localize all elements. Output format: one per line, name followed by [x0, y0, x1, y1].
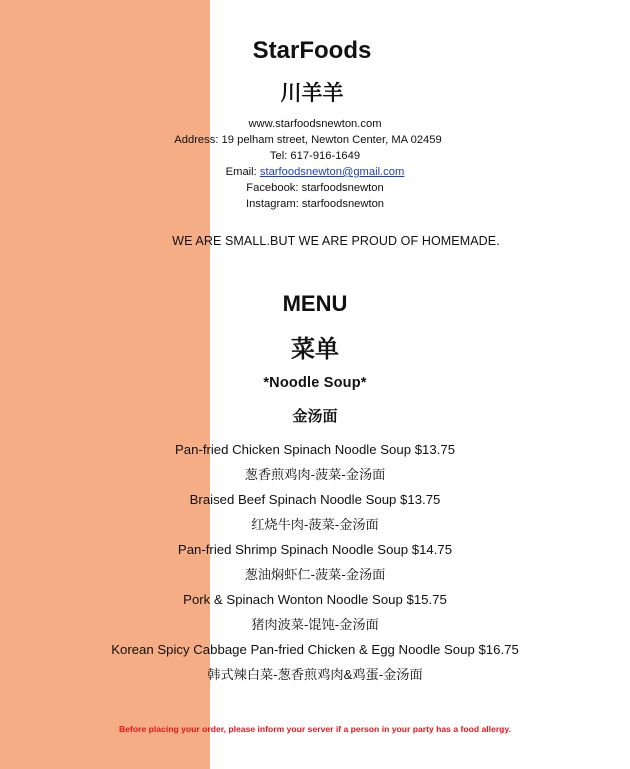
menu-item-name: Pan-fried Chicken Spinach Noodle Soup $13.75	[174, 442, 456, 457]
section-heading: *Noodle Soup*	[263, 375, 367, 391]
menu-title: MENU	[282, 291, 348, 316]
contact-block	[0, 116, 630, 212]
slogan: WE ARE SMALL.BUT WE ARE PROUD OF HOMEMADE.	[172, 234, 500, 248]
menu-item-name: Pan-fried Shrimp Spinach Noodle Soup $14.75	[177, 542, 453, 557]
menu-title-chinese: 菜单	[291, 336, 339, 363]
email-line	[0, 164, 630, 180]
menu-item-name: Pork & Spinach Wonton Noodle Soup $15.75	[183, 592, 447, 607]
telephone: Tel: 617-916-1649	[269, 150, 361, 162]
address: Address: 19 pelham street, Newton Center, MA 02459	[174, 134, 442, 146]
allergy-notice: Before placing your order, please inform your server if a person in your party has a food allergy.	[119, 724, 511, 734]
website: www.starfoodsnewton.com	[248, 118, 382, 130]
menu-item-name: Korean Spicy Cabbage Pan-fried Chicken & Egg Noodle Soup $16.75	[111, 642, 519, 657]
restaurant-name-chinese: 川羊羊	[280, 82, 344, 105]
email-link[interactable]: starfoodsnewton@gmail.com	[259, 166, 405, 178]
menu-item-name-chinese: 韩式辣白菜-葱香煎鸡肉&鸡蛋-金汤面	[207, 667, 423, 682]
instagram: Instagram: starfoodsnewton	[245, 198, 385, 210]
section-heading-chinese: 金汤面	[292, 408, 338, 425]
menu-items	[0, 437, 630, 687]
menu-item-name-chinese: 葱油焖虾仁-菠菜-金汤面	[244, 567, 386, 582]
restaurant-name: StarFoods	[252, 37, 372, 64]
menu-item-name-chinese: 葱香煎鸡肉-菠菜-金汤面	[244, 467, 386, 482]
menu-item-name: Braised Beef Spinach Noodle Soup $13.75	[189, 492, 441, 507]
menu-item-name-chinese: 猪肉波菜-馄饨-金汤面	[251, 617, 379, 632]
menu-item-name-chinese: 红烧牛肉-菠菜-金汤面	[251, 517, 379, 532]
email-label: Email:	[225, 166, 260, 178]
facebook: Facebook: starfoodsnewton	[246, 182, 384, 194]
